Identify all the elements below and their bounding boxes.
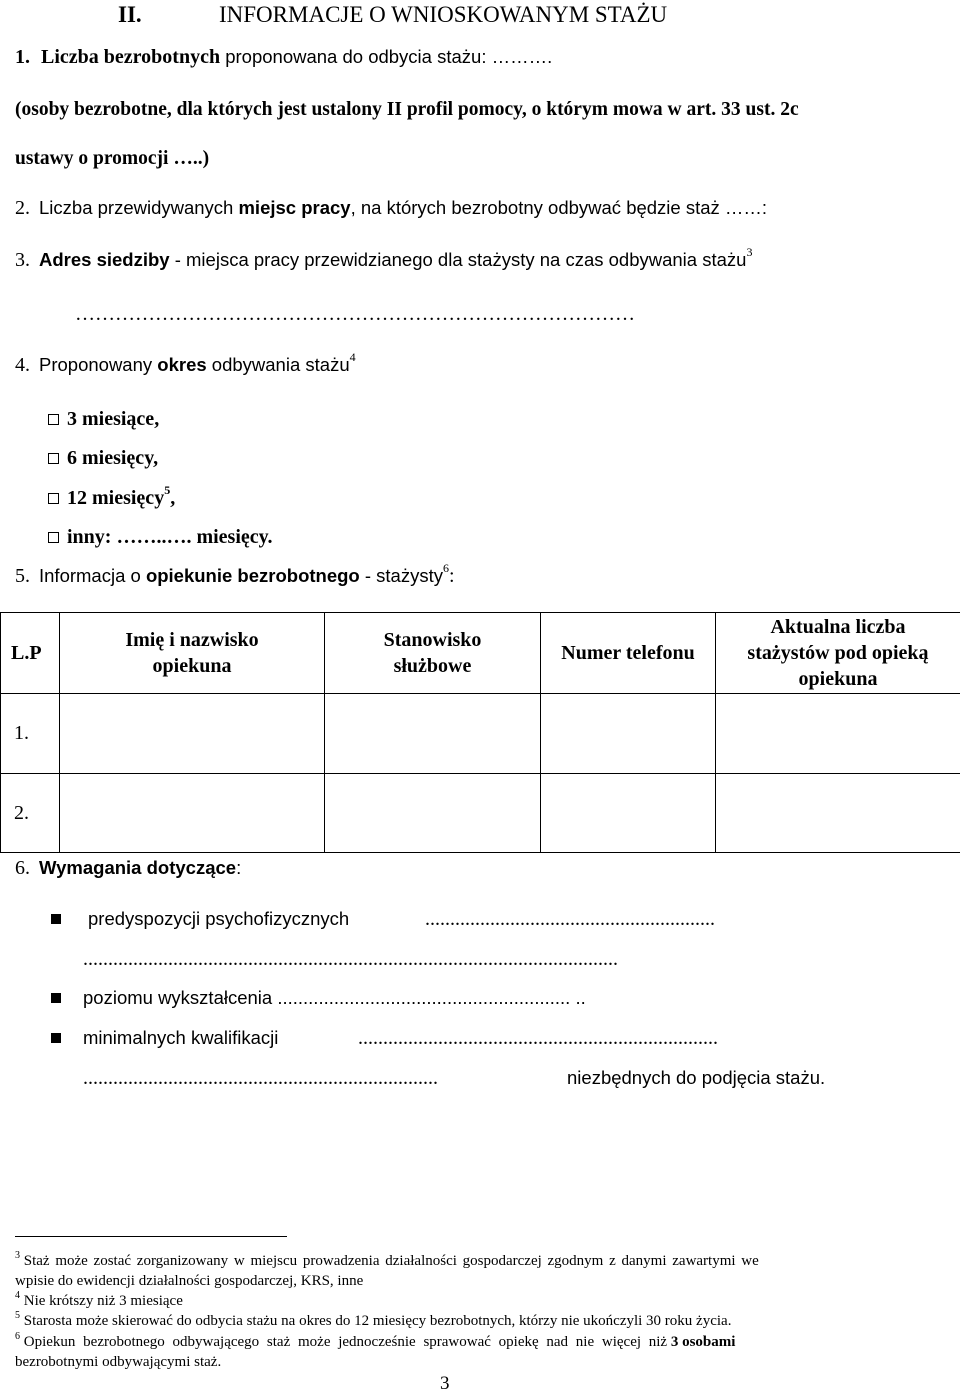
row-number: 2. xyxy=(1,774,60,853)
header-position-label: Stanowisko służbowe xyxy=(383,629,482,677)
item-4-line xyxy=(15,350,356,377)
req-qualifications-tail: niezbędnych do podjęcia stażu. xyxy=(567,1067,826,1088)
item-5-text-b: - stażysty xyxy=(359,565,443,586)
period-option-other[interactable] xyxy=(48,525,273,549)
item-1-line xyxy=(15,45,552,69)
req-qualifications-label: minimalnych kwalifikacji xyxy=(83,1027,279,1048)
footnote-6-text: Opiekun bezrobotnego odbywającego staż może jednocześnie sprawować opiekę nad nie więcej niż xyxy=(23,1334,668,1350)
item-5-number: 5. xyxy=(15,565,30,587)
req-psychophysical-dots-2: ........................................................................................................... xyxy=(83,948,618,970)
period-option-12-label: 12 miesięcy xyxy=(67,487,165,509)
cell-phone[interactable] xyxy=(541,774,716,853)
table-row xyxy=(1,694,960,774)
period-option-6[interactable] xyxy=(48,446,158,470)
checkbox-icon[interactable] xyxy=(48,453,59,464)
req-qualifications-dots: ........................................................................ xyxy=(358,1027,718,1049)
item-2-number: 2. xyxy=(15,197,30,219)
item-3-bold: Adres siedziby xyxy=(39,249,170,270)
header-name xyxy=(60,613,325,694)
req-qualifications-dots-2: ....................................................................... xyxy=(83,1067,438,1089)
footnote-5 xyxy=(15,1312,731,1331)
mentor-table xyxy=(0,612,960,853)
header-count xyxy=(716,613,960,694)
page-number: 3 xyxy=(440,1373,450,1394)
item-1-note-line2: ustawy o promocji …..) xyxy=(15,148,210,169)
item-2-line xyxy=(15,196,767,220)
footnote-6-line2: bezrobotnymi odbywającymi staż. xyxy=(15,1354,222,1370)
cell-position[interactable] xyxy=(325,774,541,853)
period-option-12[interactable] xyxy=(48,483,176,510)
item-4-text-a: Proponowany xyxy=(39,354,158,375)
period-option-other-label: inny: ……..…. miesięcy. xyxy=(67,526,273,548)
item-1-number: 1. xyxy=(15,46,30,68)
footnote-6-ref: 6 xyxy=(15,1331,20,1342)
footnote-4-ref: 4 xyxy=(15,1290,20,1301)
item-2-text-a: Liczba przewidywanych xyxy=(39,197,239,218)
item-4-bold: okres xyxy=(157,354,207,375)
bullet-icon xyxy=(51,914,61,924)
header-lp: L.P xyxy=(1,613,60,694)
row-number: 1. xyxy=(1,694,60,774)
section-heading xyxy=(118,2,668,28)
checkbox-icon[interactable] xyxy=(48,414,59,425)
footnote-4-text: Nie krótszy niż 3 miesiące xyxy=(23,1293,183,1309)
item-1-text: proponowana do odbycia stażu: ………. xyxy=(220,46,553,67)
cell-phone[interactable] xyxy=(541,694,716,774)
item-3-number: 3. xyxy=(15,249,30,271)
checkbox-icon[interactable] xyxy=(48,493,59,504)
checkbox-icon[interactable] xyxy=(48,532,59,543)
item-2-text-b: , na których bezrobotny odbywać będzie staż ……: xyxy=(350,197,768,218)
section-title: INFORMACJE O WNIOSKOWANYM STAŻU xyxy=(219,2,668,27)
footnote-ref-3: 3 xyxy=(746,245,753,260)
item-3-line xyxy=(15,245,753,272)
item-5-line xyxy=(15,561,455,588)
period-option-12-tail: , xyxy=(170,487,176,509)
bullet-icon xyxy=(51,1033,61,1043)
header-position xyxy=(325,613,541,694)
item-2-bold: miejsc pracy xyxy=(238,197,351,218)
cell-name[interactable] xyxy=(60,694,325,774)
footnote-3-line1 xyxy=(15,1252,759,1271)
cell-position[interactable] xyxy=(325,694,541,774)
footnote-6-bold: 3 osobami xyxy=(670,1334,736,1350)
item-1-note-line1: (osoby bezrobotne, dla których jest ustalony II profil pomocy, o którym mowa w art. 33 ust. 2c xyxy=(15,99,799,120)
section-number: II. xyxy=(118,2,142,27)
item-6-number: 6. xyxy=(15,857,30,879)
footnote-5-ref: 5 xyxy=(15,1310,20,1321)
header-name-label: Imię i nazwisko opiekuna xyxy=(125,629,259,677)
item-5-bold: opiekunie bezrobotnego xyxy=(145,565,360,586)
footnote-3-line2: wpisie do ewidencji działalności gospodarczej, KRS, inne xyxy=(15,1273,364,1289)
footnote-3-text: Staż może zostać zorganizowany w miejscu prowadzenia działalności gospodarczej zgodnym z danymi zawartymi we xyxy=(23,1253,759,1269)
cell-count[interactable] xyxy=(716,694,960,774)
footnote-3-ref: 3 xyxy=(15,1250,20,1261)
req-psychophysical-label: predyspozycji psychofizycznych xyxy=(88,908,350,929)
footnote-ref-4: 4 xyxy=(349,350,356,365)
item-6-bold: Wymagania dotyczące xyxy=(39,857,237,878)
item-5-colon: : xyxy=(448,565,455,587)
period-option-3[interactable] xyxy=(48,407,159,431)
footnote-ref-6: 6 xyxy=(442,561,449,576)
footnote-5-text: Starosta może skierować do odbycia stażu na okres do 12 miesięcy bezrobotnych, którzy nie ukończyli 30 roku życia. xyxy=(23,1313,732,1329)
table-row xyxy=(1,774,960,853)
item-5-text-a: Informacja o xyxy=(39,565,146,586)
req-education: poziomu wykształcenia ......................................................... .. xyxy=(83,987,586,1008)
item-4-number: 4. xyxy=(15,354,30,376)
item-3-dots: ………………………………………………………………………… xyxy=(75,303,635,325)
cell-name[interactable] xyxy=(60,774,325,853)
item-3-text: - miejsca pracy przewidzianego dla stażysty na czas odbywania stażu xyxy=(169,249,747,270)
item-1-bold: Liczba bezrobotnych xyxy=(41,46,221,68)
table-header-row xyxy=(1,613,960,694)
footnote-6-line1 xyxy=(15,1333,735,1352)
cell-count[interactable] xyxy=(716,774,960,853)
item-6-text: : xyxy=(236,857,242,878)
item-4-text-b: odbywania stażu xyxy=(206,354,350,375)
item-6-line xyxy=(15,856,241,880)
footnote-divider xyxy=(15,1236,287,1237)
header-phone: Numer telefonu xyxy=(541,613,716,694)
bullet-icon xyxy=(51,993,61,1003)
req-psychophysical-dots: .......................................................... xyxy=(425,908,715,930)
period-option-6-label: 6 miesięcy, xyxy=(67,447,159,469)
header-count-label: Aktualna liczba stażystów pod opieką opiekuna xyxy=(747,616,929,690)
period-option-3-label: 3 miesiące, xyxy=(67,408,160,430)
footnote-4 xyxy=(15,1292,183,1311)
footnote-ref-5: 5 xyxy=(164,483,171,498)
